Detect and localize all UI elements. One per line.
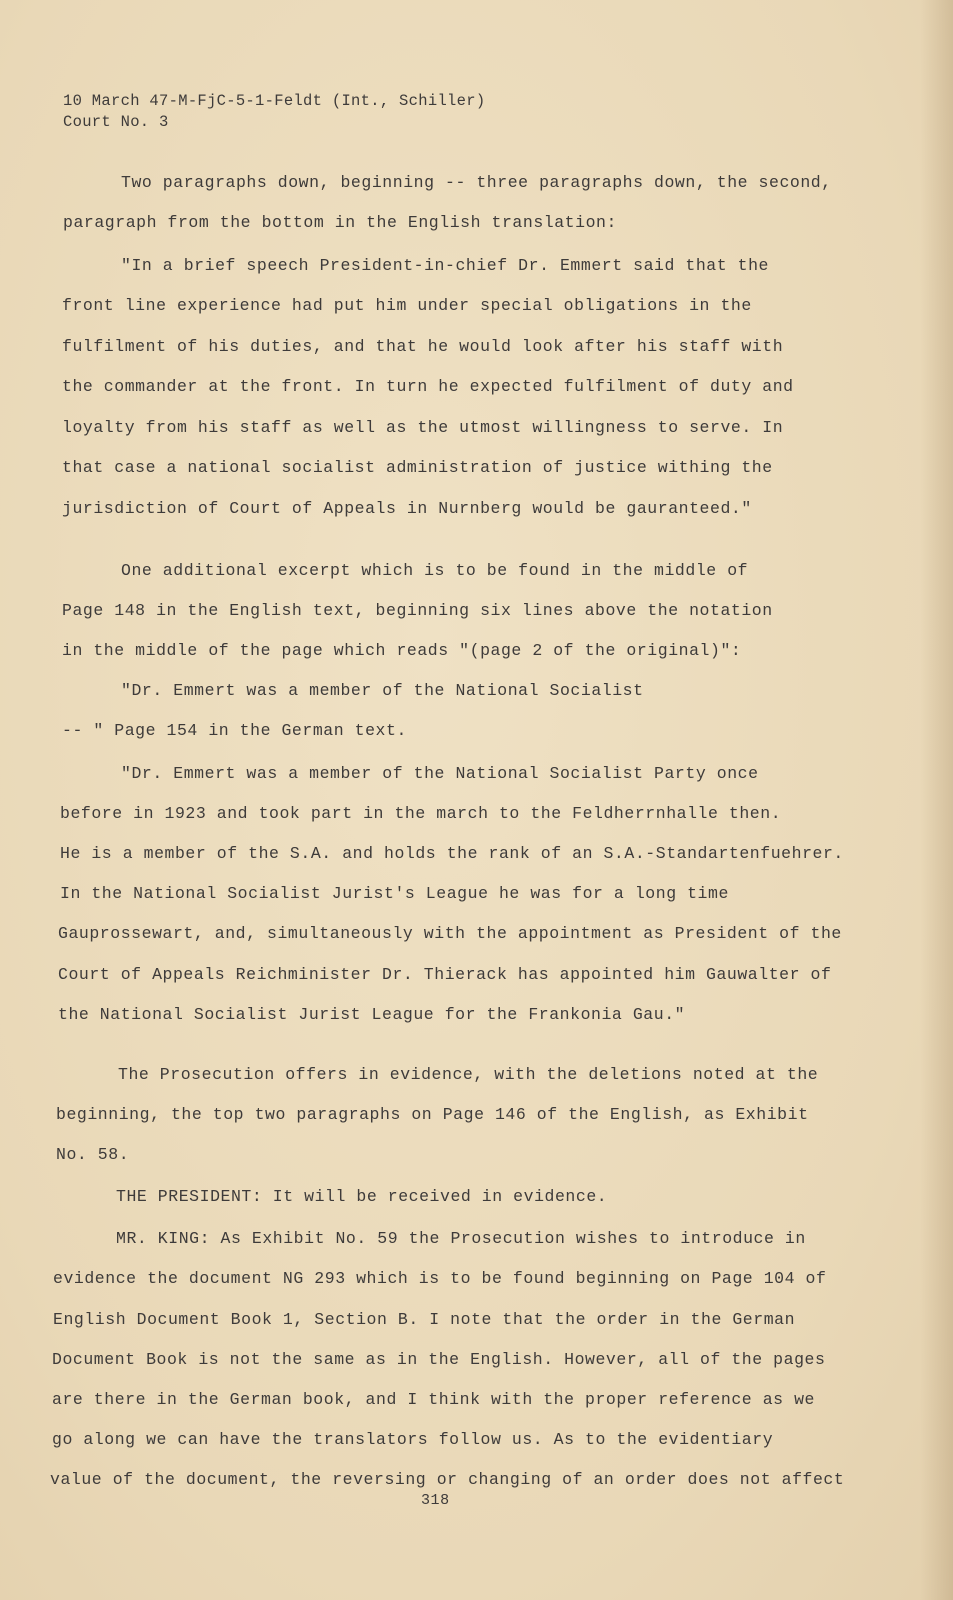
text-line: fulfilment of his duties, and that he would look after his staff with (62, 337, 784, 356)
text-line: go along we can have the translators follow us. As to the evidentiary (52, 1430, 774, 1449)
text-line: No. 58. (56, 1145, 130, 1164)
text-line: -- " Page 154 in the German text. (62, 721, 407, 740)
text-line: The Prosecution offers in evidence, with the deletions noted at the (118, 1065, 819, 1084)
text-line: Two paragraphs down, beginning -- three paragraphs down, the second, (121, 173, 832, 192)
text-line: He is a member of the S.A. and holds the rank of an S.A.-Standartenfuehrer. (60, 844, 844, 863)
text-line: English Document Book 1, Section B. I note that the order in the German (53, 1310, 796, 1329)
text-line: "In a brief speech President-in-chief Dr. Emmert said that the (121, 256, 769, 275)
text-line: before in 1923 and took part in the march to the Feldherrnhalle then. (60, 804, 782, 823)
page-number: 318 (421, 1492, 450, 1509)
text-line: the National Socialist Jurist League for the Frankonia Gau." (58, 1005, 686, 1024)
text-line: front line experience had put him under special obligations in the (62, 296, 752, 315)
text-line: that case a national socialist administration of justice withing the (62, 458, 773, 477)
header-line-1: 10 March 47-M-FjC-5-1-Feldt (Int., Schiller) (63, 92, 486, 110)
text-line: are there in the German book, and I think with the proper reference as we (52, 1390, 815, 1409)
text-line: value of the document, the reversing or changing of an order does not affect (50, 1470, 845, 1489)
text-line: Page 148 in the English text, beginning six lines above the notation (62, 601, 773, 620)
text-line: Gauprossewart, and, simultaneously with the appointment as President of the (58, 924, 842, 943)
text-line: In the National Socialist Jurist's League he was for a long time (60, 884, 729, 903)
text-line: the commander at the front. In turn he expected fulfilment of duty and (62, 377, 794, 396)
text-line: "Dr. Emmert was a member of the National Socialist (121, 681, 644, 700)
text-line: loyalty from his staff as well as the utmost willingness to serve. In (62, 418, 784, 437)
text-line: in the middle of the page which reads "(page 2 of the original)": (62, 641, 742, 660)
text-line: One additional excerpt which is to be found in the middle of (121, 561, 749, 580)
header-line-2: Court No. 3 (63, 113, 169, 131)
text-line: evidence the document NG 293 which is to be found beginning on Page 104 of (53, 1269, 827, 1288)
text-line: paragraph from the bottom in the English translation: (63, 213, 617, 232)
text-line: Document Book is not the same as in the English. However, all of the pages (52, 1350, 826, 1369)
text-line: "Dr. Emmert was a member of the National Socialist Party once (121, 764, 759, 783)
text-line: MR. KING: As Exhibit No. 59 the Prosecution wishes to introduce in (116, 1229, 806, 1248)
text-line: jurisdiction of Court of Appeals in Nurnberg would be gauranteed." (62, 499, 752, 518)
text-line: THE PRESIDENT: It will be received in evidence. (116, 1187, 608, 1206)
text-line: beginning, the top two paragraphs on Page 146 of the English, as Exhibit (56, 1105, 809, 1124)
text-line: Court of Appeals Reichminister Dr. Thierack has appointed him Gauwalter of (58, 965, 832, 984)
